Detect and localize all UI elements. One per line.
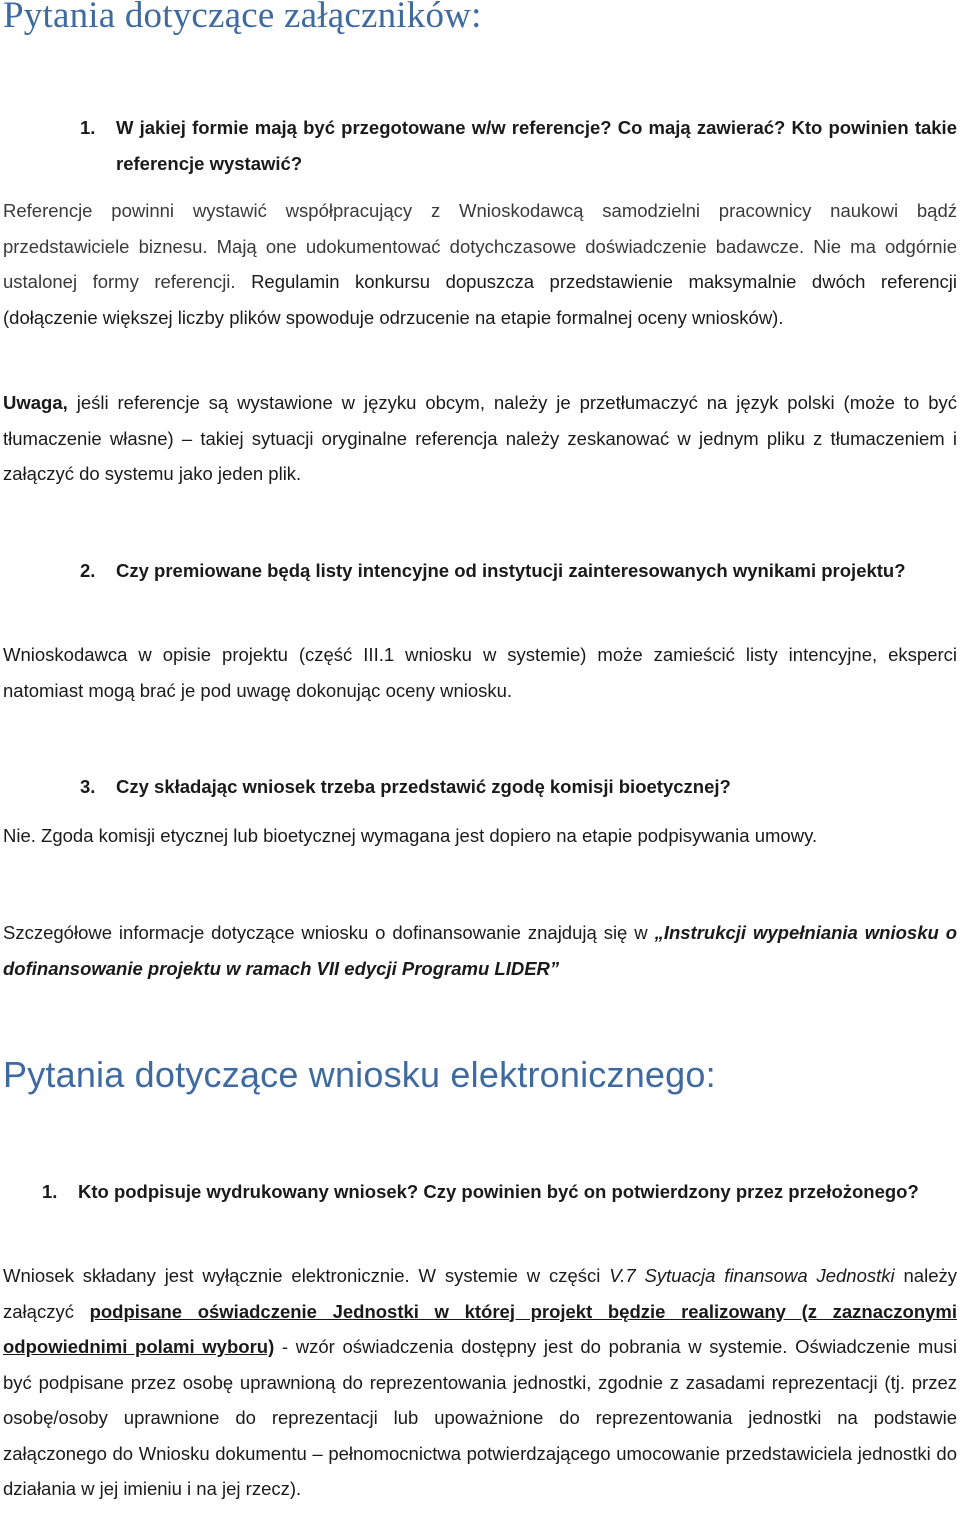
question-3 bbox=[80, 769, 957, 805]
question-number: 3. bbox=[80, 776, 96, 797]
details-paragraph bbox=[3, 915, 957, 986]
question-number: 1. bbox=[80, 117, 96, 138]
question-2 bbox=[80, 553, 957, 589]
instruction-title: „Instrukcji wypełniania wniosku o dofinansowanie projektu w ramach VII edycji Programu LIDER” bbox=[3, 922, 958, 979]
section-electronic bbox=[3, 1054, 957, 1096]
answer-text: Referencje powinni wystawić współpracujący z Wnioskodawcą samodzielni pracownicy naukowi bądź przedstawiciele biznesu. Mają one udokumentować dotychczasowe doświadczenie badawcze. Nie ma odgórnie ustalonej formy referencji. bbox=[3, 200, 957, 292]
question-text: W jakiej formie mają być przegotowane w/w referencje? Co mają zawierać? Kto powinien takie referencje wystawić? bbox=[116, 117, 957, 174]
answer-text: Nie. Zgoda komisji etycznej lub bioetycznej wymagana jest dopiero na etapie podpisywania umowy. bbox=[3, 825, 818, 846]
question-text: Czy składając wniosek trzeba przedstawić zgodę komisji bioetycznej? bbox=[116, 776, 731, 797]
answer-1 bbox=[3, 193, 957, 335]
question-text: Czy premiowane będą listy intencyjne od instytucji zainteresowanych wynikami projektu? bbox=[116, 560, 906, 581]
answer-text-end: - wzór oświadczenia dostępny jest do pobrania w systemie. Oświadczenie musi być podpisane przez osobę uprawnioną do reprezentowania jednostki, zgodnie z zasadami reprezentacji (tj. przez osobę/osoby uprawnione do reprezentacji lub upoważnione do reprezentowania jednostki na podstawie załączonego do Wniosku dokumentu – pełnomocnictwa potwierdzającego umocowanie przedstawiciela jednostki do działania w jej imieniu i na jej rzecz). bbox=[3, 1336, 957, 1499]
details-text: Szczegółowe informacje dotyczące wniosku o dofinansowanie znajdują się w bbox=[3, 922, 655, 943]
note-label: Uwaga, bbox=[3, 392, 68, 413]
section-title-electronic: Pytania dotyczące wniosku elektronicznego: bbox=[3, 1054, 716, 1095]
answer-text: Wniosek składany jest wyłącznie elektronicznie. W systemie w części bbox=[3, 1265, 610, 1286]
answer-2 bbox=[3, 637, 957, 708]
answer-text: Wnioskodawca w opisie projektu (część III.1 wniosku w systemie) może zamieścić listy intencyjne, eksperci natomiast mogą brać je pod uwagę dokonując oceny wniosku. bbox=[3, 644, 957, 701]
statement-requirement: podpisane oświadczenie Jednostki w której projekt będzie realizowany (z zaznaczonymi odpowiednimi polami wyboru) bbox=[3, 1300, 957, 1357]
section-title-attachments: Pytania dotyczące załączników: bbox=[3, 0, 482, 36]
question-number: 1. bbox=[42, 1181, 58, 1202]
question-number: 2. bbox=[80, 560, 96, 581]
answer-e1 bbox=[3, 1258, 957, 1507]
section-attachments bbox=[3, 0, 957, 37]
section-reference: V.7 Sytuacja finansowa Jednostki bbox=[609, 1265, 895, 1286]
answer-text-mid: należy załączyć bbox=[3, 1265, 957, 1322]
question-e1 bbox=[42, 1174, 957, 1210]
question-1 bbox=[80, 110, 957, 181]
note-text: jeśli referencje są wystawione w języku obcym, należy je przetłumaczyć na język polski (może to być tłumaczenie własne) – takiej sytuacji oryginalne referencja należy zeskanować w jednym pliku z tłumaczeniem i załączyć do systemu jako jeden plik. bbox=[3, 392, 957, 484]
answer-3 bbox=[3, 818, 957, 854]
answer-text-continued: Regulamin konkursu dopuszcza przedstawienie maksymalnie dwóch referencji (dołączenie większej liczby plików spowoduje odrzucenie na etapie formalnej oceny wniosków). bbox=[3, 271, 958, 328]
note-1 bbox=[3, 385, 957, 492]
question-text: Kto podpisuje wydrukowany wniosek? Czy powinien być on potwierdzony przez przełożonego? bbox=[78, 1181, 919, 1202]
